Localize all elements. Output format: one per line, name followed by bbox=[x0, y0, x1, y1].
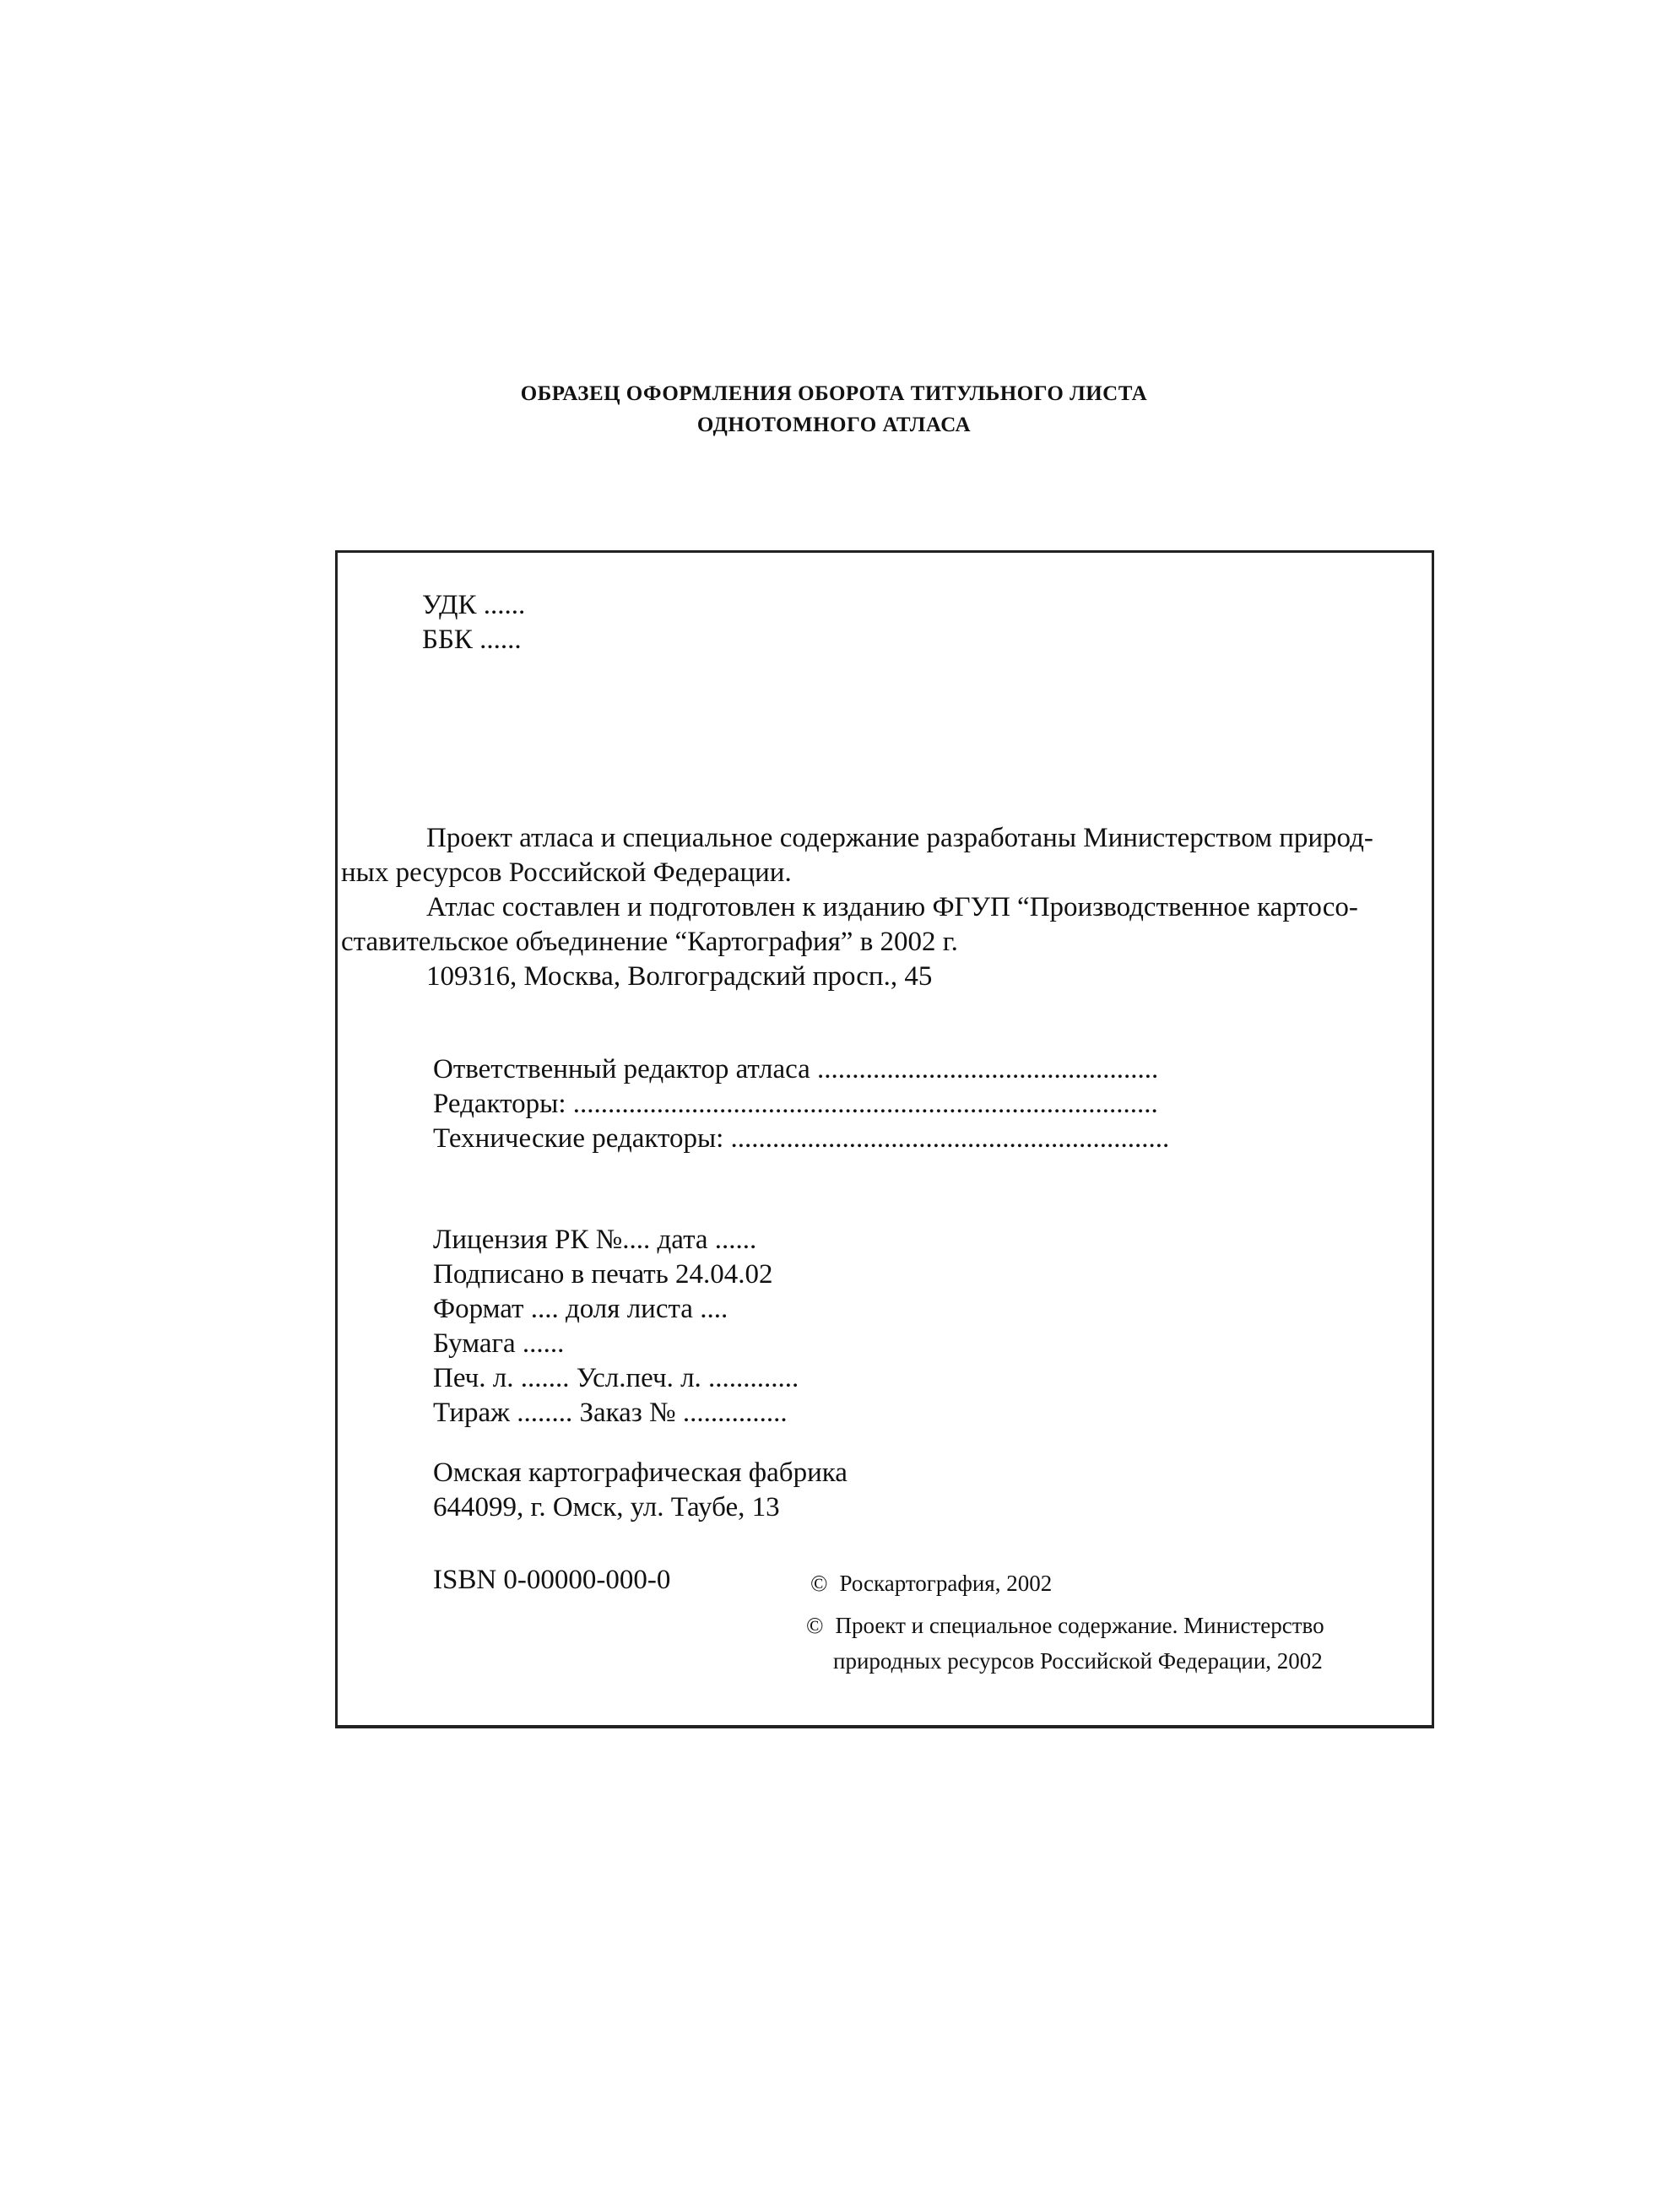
paper-line: Бумага ...... bbox=[433, 1328, 565, 1359]
license-line: Лицензия РК №.... дата ...... bbox=[433, 1225, 757, 1255]
copyright-ministry bbox=[806, 1608, 1324, 1679]
responsible-editor: Ответственный редактор атласа ................................................. bbox=[433, 1054, 1159, 1084]
signed-to-print: Подписано в печать 24.04.02 bbox=[433, 1259, 773, 1290]
title-verso-frame bbox=[335, 550, 1434, 1728]
factory-address: 644099, г. Омск, ул. Таубе, 13 bbox=[433, 1492, 780, 1522]
classification-codes bbox=[422, 588, 525, 657]
editors-line: Редакторы: .................................................................................... bbox=[433, 1089, 1158, 1119]
copyright-icon: © bbox=[806, 1613, 824, 1638]
copyright-line-1: Роскартография, 2002 bbox=[839, 1571, 1053, 1596]
project-p2-line1: Атлас составлен и подготовлен к изданию ФГУП “Производственное картосо- bbox=[426, 892, 1358, 922]
copyright-roskartografiya bbox=[810, 1566, 1052, 1601]
print-run-line: Тираж ........ Заказ № ............... bbox=[433, 1398, 788, 1428]
copyright-line-2: Проект и специальное содержание. Министерство bbox=[835, 1613, 1324, 1638]
technical-editors: Технические редакторы: ............................................................... bbox=[433, 1123, 1170, 1154]
project-p1-line1: Проект атласа и специальное содержание разработаны Министерством природ- bbox=[426, 823, 1373, 853]
project-info bbox=[338, 821, 1432, 994]
imprint-block bbox=[433, 1223, 799, 1430]
copyright-icon: © bbox=[810, 1571, 828, 1596]
title-line-1: ОБРАЗЕЦ ОФОРМЛЕНИЯ ОБОРОТА ТИТУЛЬНОГО ЛИСТА bbox=[520, 382, 1148, 405]
factory-name: Омская картографическая фабрика bbox=[433, 1458, 848, 1488]
isbn: ISBN 0-00000-000-0 bbox=[433, 1565, 671, 1595]
title-line-2: ОДНОТОМНОГО АТЛАСА bbox=[696, 414, 972, 436]
copyright-line-3: природных ресурсов Российской Федерации, 2002 bbox=[833, 1648, 1323, 1674]
publisher-address: 109316, Москва, Волгоградский просп., 45 bbox=[426, 961, 933, 992]
udk-code: УДК ...... bbox=[422, 590, 526, 620]
project-p2-line2: ставительское объединение “Картография” в 2002 г. bbox=[341, 927, 958, 957]
page-title bbox=[0, 378, 1668, 441]
editors-block bbox=[433, 1052, 1169, 1156]
bbk-code: ББК ...... bbox=[422, 625, 522, 655]
project-p1-line2: ных ресурсов Российской Федерации. bbox=[341, 857, 792, 888]
sheets-line: Печ. л. ....... Усл.печ. л. ............. bbox=[433, 1363, 799, 1393]
printing-factory bbox=[433, 1456, 848, 1525]
format-line: Формат .... доля листа .... bbox=[433, 1294, 728, 1324]
